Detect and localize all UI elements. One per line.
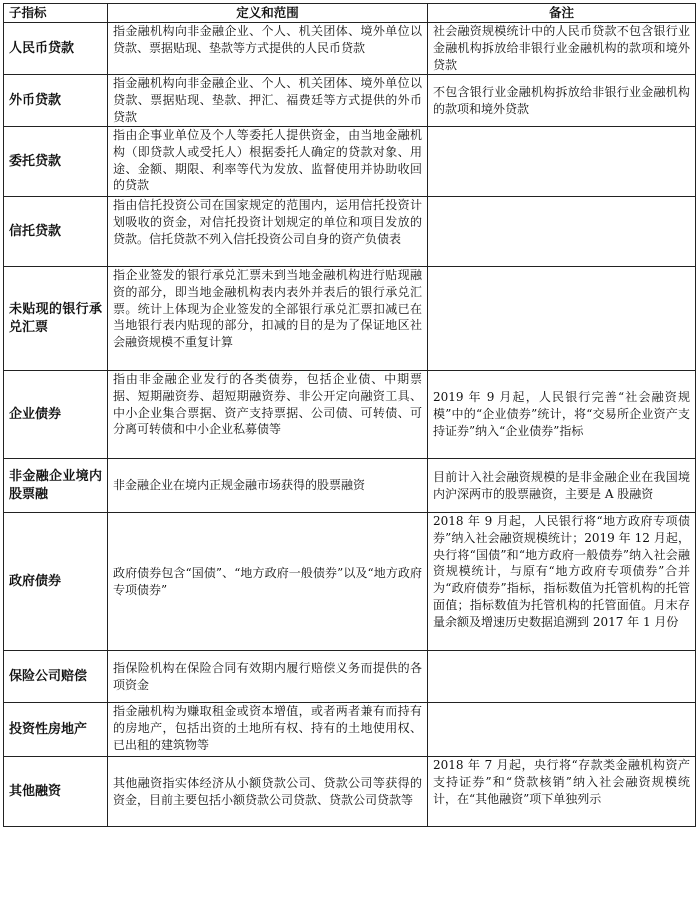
row-note [428, 651, 696, 703]
row-definition: 指企业签发的银行承兑汇票未到当地金融机构进行贴现融资的部分，即当地金融机构表内表外并表后的银行承兑汇票。统计上体现为企业签发的全部银行承兑汇票扣减已在当地银行表内贴现的部分，扣减的目的是为了保证地区社会融资规模不重复计算 [108, 267, 428, 371]
row-note: 2018 年 9 月起，人民银行将“地方政府专项债券”纳入社会融资规模统计；2019 年 12 月起，央行将“国债”和“地方政府一般债券”纳入社会融资规模统计，与原有“地方政府专项债券”合并为“政府债券”指标，指标数值为托管机构的托管面值；指标数值为托管机构的托管面值。月末存量余额及增速历史数据追溯到 2017 年 1 月份 [428, 513, 696, 651]
row-definition: 指金融机构为赚取租金或资本增值，或者两者兼有而持有的房地产，包括出资的土地所有权、持有的土地使用权、已出租的建筑物等 [108, 703, 428, 757]
social-financing-table [3, 3, 696, 827]
table-row [4, 371, 696, 459]
row-note: 社会融资规模统计中的人民币贷款不包含银行业金融机构拆放给非银行业金融机构的款项和境外贷款 [428, 23, 696, 75]
header-sub-indicator: 子指标 [4, 4, 108, 23]
row-definition: 指由非金融企业发行的各类债券，包括企业债、中期票据、短期融资券、超短期融资券、非公开定向融资工具、中小企业集合票据、资产支持票据、公司债、可转债、可分离可转债和中小企业私募债等 [108, 371, 428, 459]
row-note [428, 127, 696, 197]
row-name: 其他融资 [4, 757, 108, 827]
row-definition: 指金融机构向非金融企业、个人、机关团体、境外单位以贷款、票据贴现、垫款等方式提供的人民币贷款 [108, 23, 428, 75]
row-definition: 非金融企业在境内正规金融市场获得的股票融资 [108, 459, 428, 513]
row-name: 保险公司赔偿 [4, 651, 108, 703]
table-row [4, 703, 696, 757]
row-name: 外币贷款 [4, 75, 108, 127]
row-definition: 其他融资指实体经济从小额贷款公司、贷款公司等获得的资金，目前主要包括小额贷款公司贷款、贷款公司贷款等 [108, 757, 428, 827]
row-definition: 政府债券包含“国债”、“地方政府一般债券”以及“地方政府专项债券” [108, 513, 428, 651]
table-row [4, 757, 696, 827]
row-name: 未贴现的银行承兑汇票 [4, 267, 108, 371]
row-name: 人民币贷款 [4, 23, 108, 75]
row-note [428, 267, 696, 371]
table-row [4, 651, 696, 703]
row-definition: 指金融机构向非金融企业、个人、机关团体、境外单位以贷款、票据贴现、垫款、押汇、福费廷等方式提供的外币贷款 [108, 75, 428, 127]
row-name: 投资性房地产 [4, 703, 108, 757]
table-row [4, 127, 696, 197]
table-row [4, 23, 696, 75]
row-name: 政府债券 [4, 513, 108, 651]
table-row [4, 267, 696, 371]
row-note [428, 703, 696, 757]
row-note [428, 197, 696, 267]
row-definition: 指由企事业单位及个人等委托人提供资金，由当地金融机构（即贷款人或受托人）根据委托人确定的贷款对象、用途、金额、期限、利率等代为发放、监督使用并协助收回的贷款 [108, 127, 428, 197]
row-note: 目前计入社会融资规模的是非金融企业在我国境内沪深两市的股票融资，主要是 A 股融资 [428, 459, 696, 513]
table-row [4, 197, 696, 267]
row-name: 委托贷款 [4, 127, 108, 197]
header-note: 备注 [428, 4, 696, 23]
table-row [4, 75, 696, 127]
row-name: 非金融企业境内股票融 [4, 459, 108, 513]
table-row [4, 459, 696, 513]
row-note: 2019 年 9 月起，人民银行完善“社会融资规模”中的“企业债券”统计，将“交易所企业资产支持证券”纳入“企业债券”指标 [428, 371, 696, 459]
header-definition: 定义和范围 [108, 4, 428, 23]
row-name: 信托贷款 [4, 197, 108, 267]
row-definition: 指由信托投资公司在国家规定的范围内，运用信托投资计划吸收的资金，对信托投资计划规定的单位和项目发放的贷款。信托贷款不列入信托投资公司自身的资产负债表 [108, 197, 428, 267]
row-note: 2018 年 7 月起，央行将“存款类金融机构资产支持证券”和“贷款核销”纳入社会融资规模统计，在“其他融资”项下单独列示 [428, 757, 696, 827]
row-note: 不包含银行业金融机构拆放给非银行业金融机构的款项和境外贷款 [428, 75, 696, 127]
row-name: 企业债券 [4, 371, 108, 459]
header-row [4, 4, 696, 23]
row-definition: 指保险机构在保险合同有效期内履行赔偿义务而提供的各项资金 [108, 651, 428, 703]
table-row [4, 513, 696, 651]
